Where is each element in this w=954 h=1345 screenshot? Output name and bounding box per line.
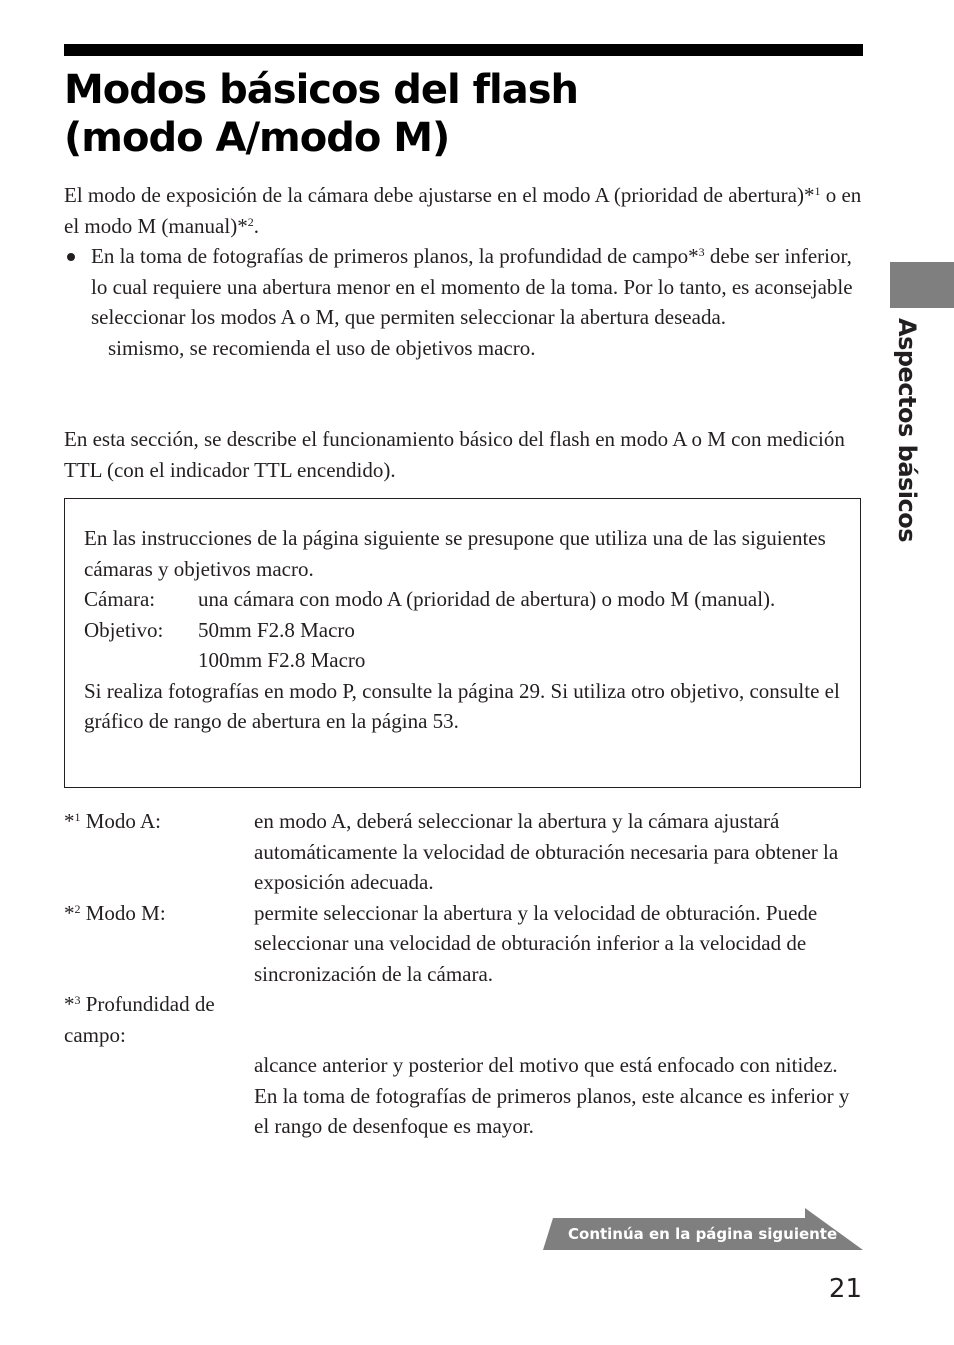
footnote-item	[64, 898, 864, 990]
bullet-icon	[67, 253, 75, 261]
footnote-term-text: Modo A:	[80, 809, 162, 833]
camera-value: una cámara con modo A (prioridad de abertura) o modo M (manual).	[198, 587, 776, 611]
footnote-term-text: Profundidad de campo:	[64, 992, 215, 1047]
camera-row	[84, 584, 840, 615]
page-number: 21	[828, 1274, 862, 1304]
intro-text-3: .	[253, 213, 259, 238]
intro-text-1: El modo de exposición de la cámara debe ajustarse en el modo A (prioridad de abertura)*	[64, 183, 815, 207]
footnote-term: *$^3$ Profundidad de campo:	[64, 992, 215, 1047]
bullet-text-2: debe ser inferior, lo cual requiere una abertura menor en el momento de la toma. Por lo tanto, es aconsejable seleccionar los modos A o M, que permiten seleccionar la abertura deseada.	[91, 244, 853, 329]
note-intro: En las instrucciones de la página siguiente se presupone que utiliza una de las siguientes cámaras y objetivos macro.	[84, 526, 826, 581]
side-tab-marker	[890, 262, 954, 308]
footnote-number: 2	[74, 901, 81, 916]
footnote-number: 3	[74, 993, 81, 1007]
continue-label: Continúa en la página siguiente	[568, 1225, 838, 1243]
footnote-text: en modo A, deberá seleccionar la abertura y la cámara ajustará automáticamente la velocidad de obturación necesaria para obtener la exposición adecuada.	[254, 809, 839, 894]
bullet-extra-text: simismo, se recomienda el uso de objetivos macro.	[108, 335, 536, 360]
side-tab-label-text: Aspectos básicos	[893, 318, 921, 543]
intro-text-2: o en el modo M (manual)*	[64, 183, 862, 238]
intro-paragraph	[64, 180, 864, 241]
footnote-term: *$^1$ Modo A:	[64, 809, 162, 833]
page-title-line-1: Modos básicos del flash	[64, 67, 578, 113]
lens-label: Objetivo:	[84, 617, 164, 642]
bullet-text-1: En la toma de fotografías de primeros planos, la profundidad de campo*	[91, 244, 699, 268]
note-footer: Si realiza fotografías en modo P, consulte la página 29. Si utiliza otro objetivo, consulte el gráfico de rango de abertura en la página 53.	[84, 678, 840, 733]
footnote-number: 1	[74, 810, 81, 824]
continue-banner	[543, 1208, 863, 1250]
footnote-text: alcance anterior y posterior del motivo que está enfocado con nitidez. En la toma de fotografías de primeros planos, este alcance es inferior y el rango de desenfoque es mayor.	[254, 1053, 850, 1138]
footnote-term-text: Modo M:	[80, 900, 166, 925]
lens-values	[198, 615, 840, 676]
note-box	[64, 498, 861, 788]
section-paragraph: En esta sección, se describe el funcionamiento básico del flash en modo A o M con medición TTL (con el indicador TTL encendido).	[64, 427, 845, 482]
footnote-item	[64, 989, 864, 1142]
bullet-item	[64, 241, 864, 333]
footnote-list	[64, 806, 864, 1142]
footnote-item	[64, 806, 864, 898]
footnote-ref-3: 3	[698, 245, 705, 259]
footnote-ref-2: 2	[247, 214, 254, 229]
top-rule	[64, 44, 863, 56]
camera-label: Cámara:	[84, 587, 156, 611]
intro-section	[64, 180, 864, 363]
footnote-term: *$^2$ Modo M:	[64, 900, 166, 925]
section-description	[64, 424, 864, 485]
lens-row	[84, 615, 840, 676]
footnote-ref-1: 1	[814, 184, 821, 198]
footnote-text: permite seleccionar la abertura y la velocidad de obturación. Puede seleccionar una velocidad de obturación inferior a la velocidad de sincronización de la cámara.	[254, 900, 818, 986]
side-tab-label	[893, 318, 923, 568]
page-title-line-2: (modo A/modo M)	[64, 115, 450, 161]
lens-value: 100mm F2.8 Macro	[198, 648, 366, 672]
lens-value: 50mm F2.8 Macro	[198, 617, 355, 642]
page-title	[64, 66, 578, 162]
